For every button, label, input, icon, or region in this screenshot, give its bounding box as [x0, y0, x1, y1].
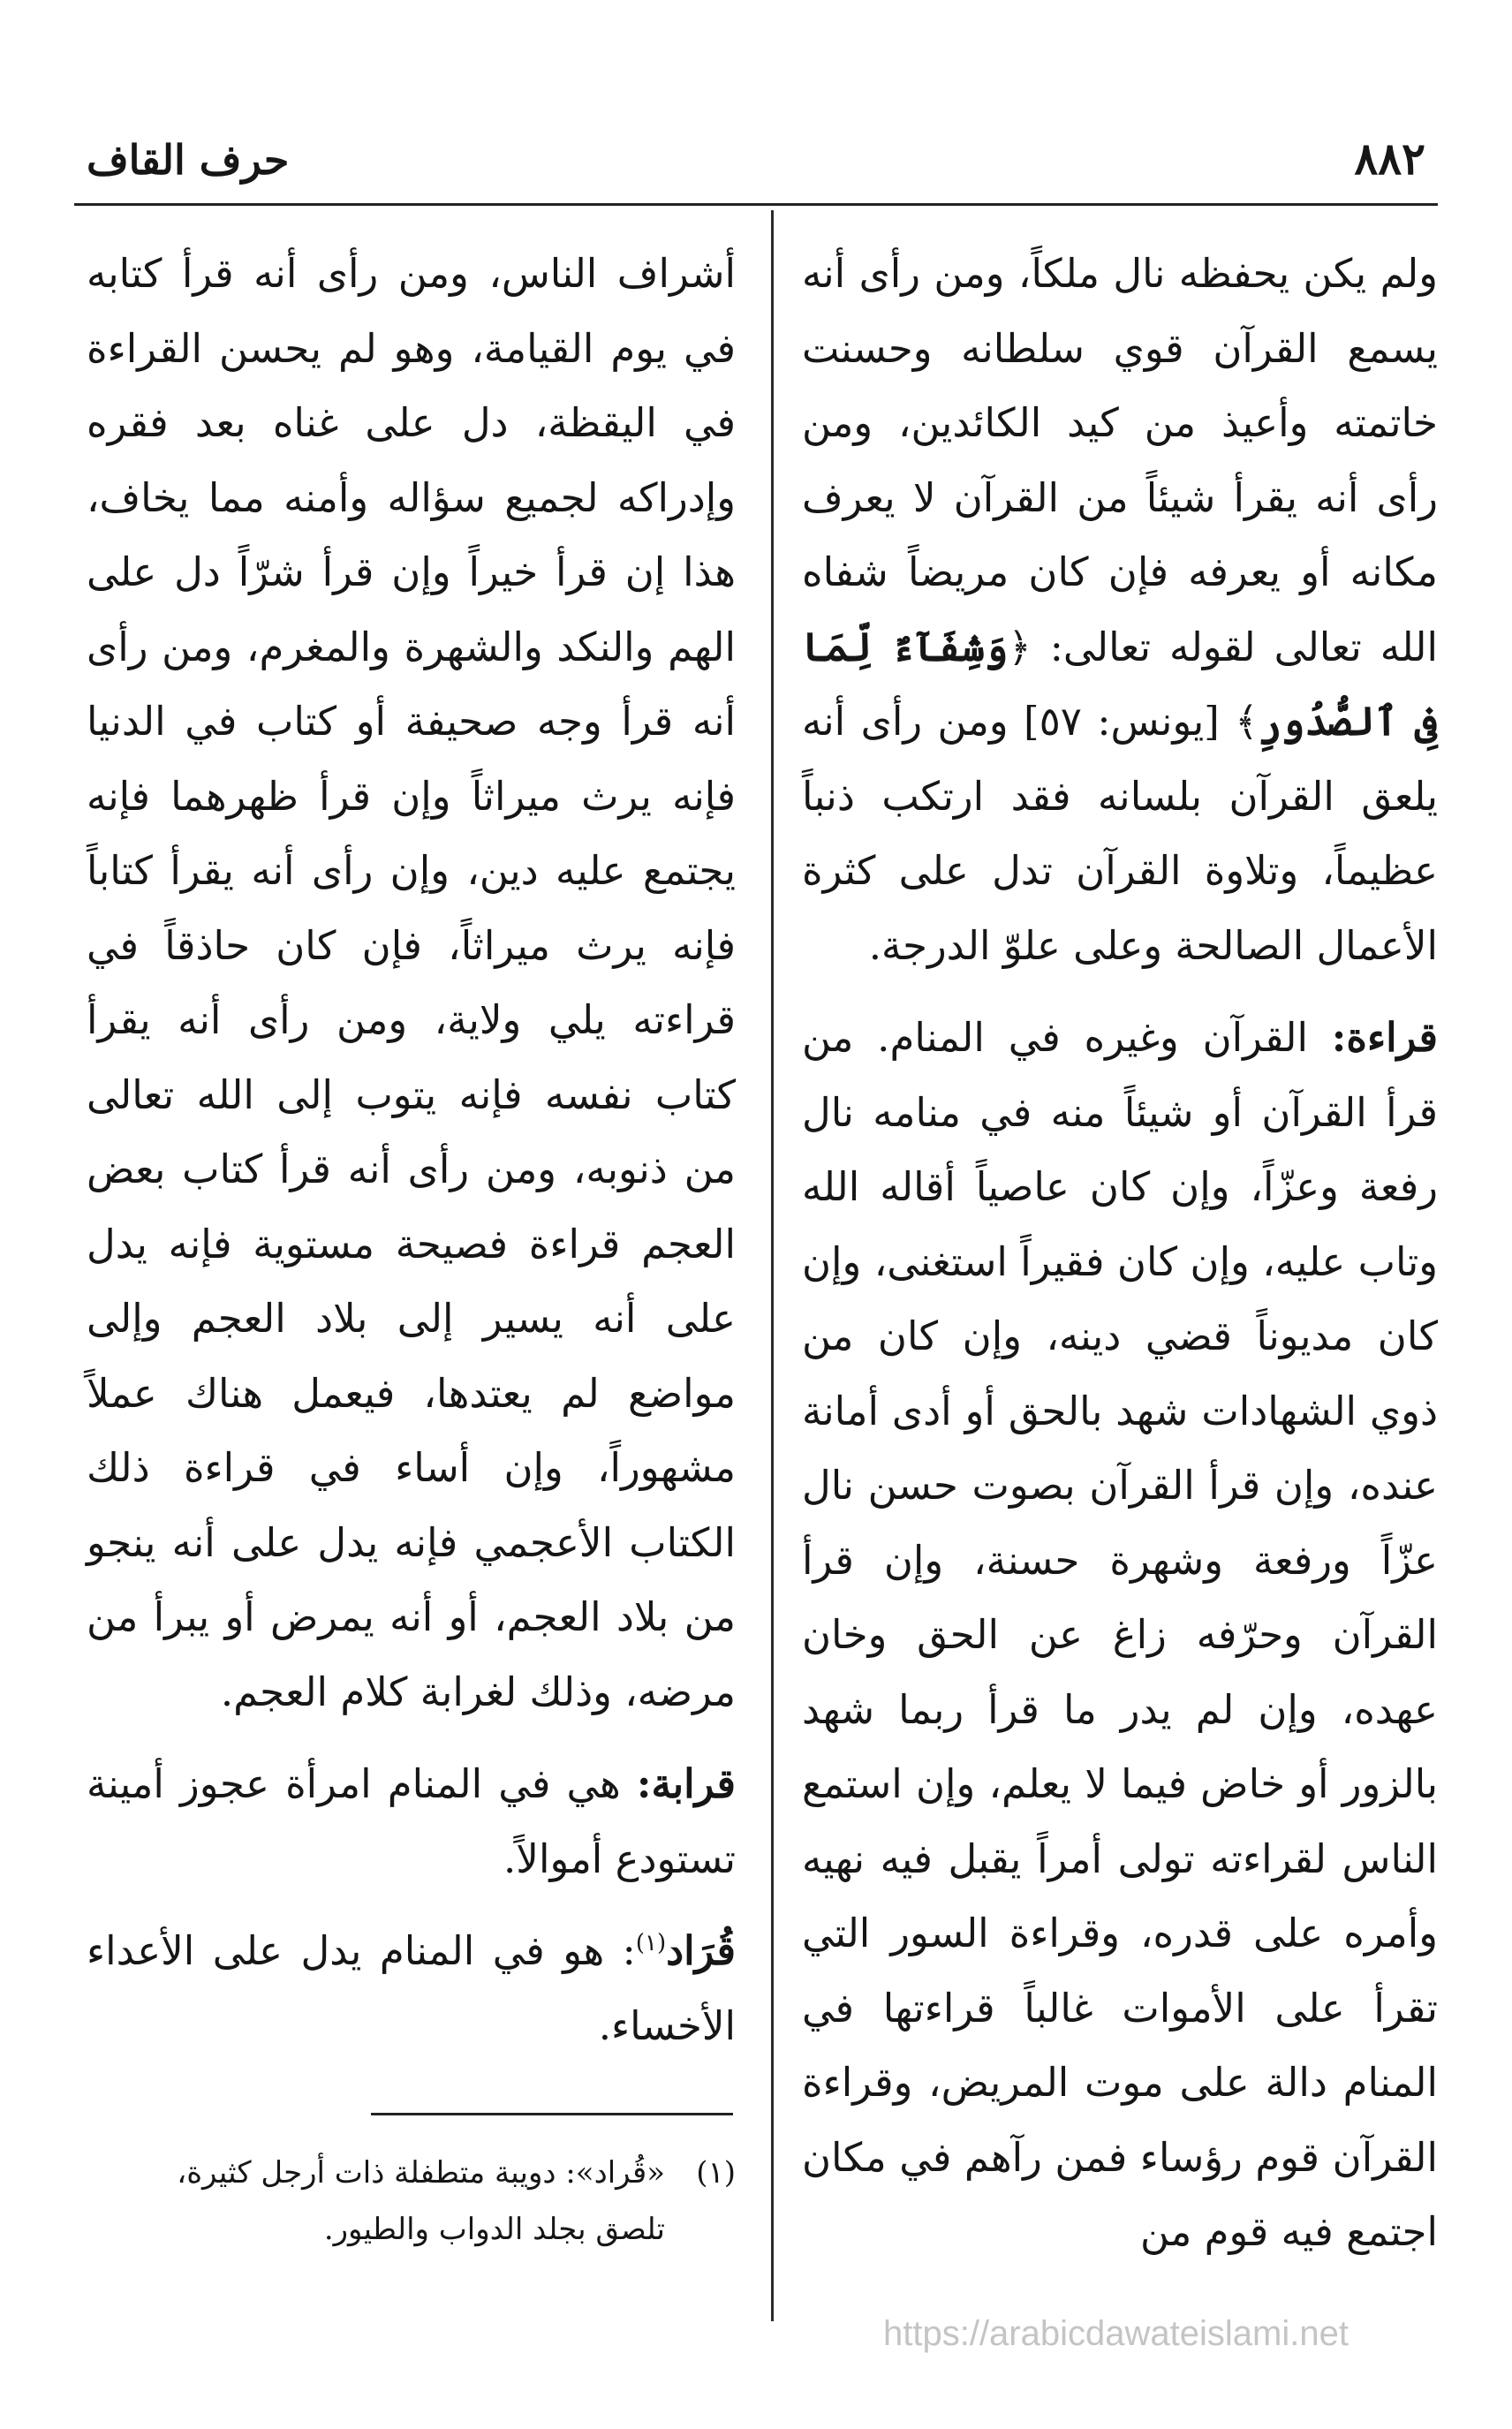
footnote-line: تلصق بجلد الدواب والطيور.: [323, 2212, 665, 2247]
paragraph: [87, 237, 736, 1729]
entry-term: قراءة:: [1331, 1014, 1438, 1061]
footnote-text: «قُراد»: دويبة متطفلة ذات أرجل كثيرة،: [177, 2155, 665, 2191]
entry-text: : هو في المنام يدل على الأعداء الأخساء.: [87, 1927, 736, 2049]
page-header: [74, 132, 1438, 203]
entry-term: قُرَاد: [666, 1927, 736, 1974]
watermark: https://arabicdawateislami.net: [883, 2314, 1349, 2353]
quran-verse: وَشِفَآءٌ لِّمَا فِى ٱلصُّدُورِ: [802, 623, 1438, 745]
entry-text: هي في المنام امرأة عجوز أمينة تستودع أموالاً.: [87, 1760, 736, 1882]
entry-qurad: [87, 1914, 736, 2063]
section-title: حرف القاف: [87, 136, 290, 184]
footnote-marker: (١): [635, 1930, 667, 1956]
entry-text: القرآن وغيره في المنام. من قرأ القرآن أو شيئاً منه في منامه نال رفعة وعزّاً، وإن كان عاصياً أقاله الله وتاب عليه، وإن كان فقيراً استغنى، وإن كان مديوناً قضي دينه، وإن كان من ذوي الشهادات شهد بالحق أو أدى أمانة عنده، وإن قرأ القرآن بصوت حسن نال عزّاً ورفعة وشهرة حسنة، وإن قرأ القرآن وحرّفه زاغ عن الحق وخان عهده، وإن لم يدر ما قرأ ربما شهد بالزور أو خاض فيما لا يعلم، وإن استمع الناس لقراءته تولى أمراً يقبل فيه نهيه وأمره على قدره، وقراءة السور التي تقرأ على الأموات غالباً قراءتها في المنام دالة على موت المريض، وقراءة القرآن قوم رؤساء فمن رآهم في مكان اجتمع فيه قوم من: [802, 1014, 1438, 2255]
column-divider: [771, 210, 774, 2321]
paragraph-text: أشراف الناس، ومن رأى أنه قرأ كتابه في يوم القيامة، وهو لم يحسن القراءة في اليقظة، دل على غناه بعد فقره وإدراكه لجميع سؤاله وأمنه مما يخاف، هذا إن قرأ خيراً وإن قرأ شرّاً دل على الهم والنكد والشهرة والمغرم، ومن رأى أنه قرأ وجه صحيفة أو كتاب في الدنيا فإنه يرث ميراثاً وإن قرأ ظهرهما فإنه يجتمع عليه دين، وإن رأى أنه يقرأ كتاباً فإنه يرث ميراثاً، فإن كان حاذقاً في قراءته يلي ولاية، ومن رأى أنه يقرأ كتاب نفسه فإنه يتوب إلى الله تعالى من ذنوبه، ومن رأى أنه قرأ كتاب بعض العجم قراءة فصيحة مستوية فإنه يدل على أنه يسير إلى بلاد العجم وإلى مواضع لم يعتدها، فيعمل هناك عملاً مشهوراً، وإن أساء في قراءة ذلك الكتاب الأعجمي فإنه يدل على أنه ينجو من بلاد العجم، أو أنه يمرض أو يبرأ من مرضه، وذلك لغرابة كلام العجم.: [87, 250, 736, 1715]
entry-qaraba: [87, 1747, 736, 1896]
quran-open-bracket: ﴿: [1008, 623, 1032, 670]
entry-qiraa: [802, 1001, 1438, 2270]
left-column: [87, 237, 736, 2063]
footnote-number: (١): [696, 2155, 736, 2191]
paragraph: [802, 237, 1438, 983]
footnote-rule: [371, 2113, 733, 2115]
page-number: ٨٨٢: [1354, 132, 1425, 185]
footnote-line: [87, 2145, 736, 2201]
paragraph-text: [يونس: ٥٧] ومن رأى أنه يلعق القرآن بلسانه فقد ارتكب ذنباً عظيماً، وتلاوة القرآن تدل على كثرة الأعمال الصالحة وعلى علوّ الدرجة.: [802, 698, 1438, 969]
paragraph-text: ولم يكن يحفظه نال ملكاً، ومن رأى أنه يسمع القرآن قوي سلطانه وحسنت خاتمته وأعيذ من كيد الكائدين، ومن رأى أنه يقرأ شيئاً من القرآن لا يعرف مكانه أو يعرفه فإن كان مريضاً شفاه الله تعالى لقوله تعالى:: [802, 250, 1438, 670]
footnotes: [87, 2145, 736, 2258]
entry-term: قرابة:: [636, 1760, 736, 1807]
right-column: [802, 237, 1438, 2270]
header-rule: [74, 203, 1438, 206]
quran-close-bracket: ﴾: [1235, 698, 1259, 745]
